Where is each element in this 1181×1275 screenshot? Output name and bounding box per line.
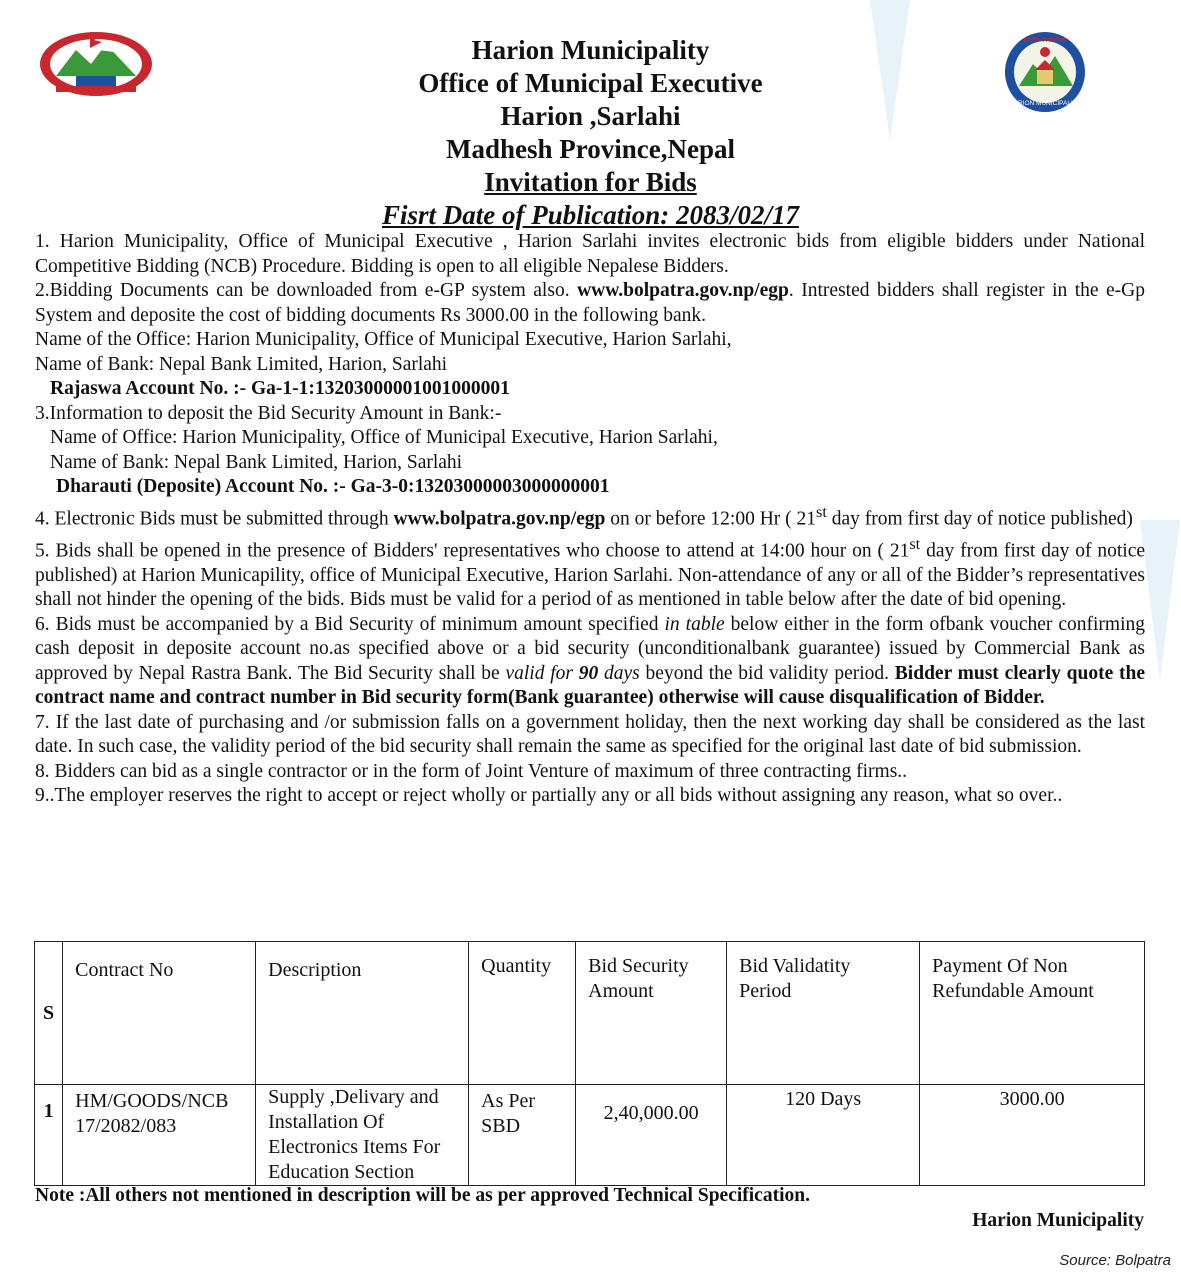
col-header-payment-label: Payment Of Non Refundable Amount: [932, 955, 1094, 1002]
col-header-quantity: [469, 942, 576, 1085]
col-header-description-label: Description: [268, 959, 362, 981]
cell-description: Supply ,Delivary and Installation Of Electronics Items For Education Section: [256, 1085, 469, 1186]
clause-6-end: beyond the bid validity period.: [645, 662, 890, 684]
clause-2-text: 2.Bidding Documents can be downloaded from e-GP system also.: [35, 280, 570, 301]
signature: Harion Municipality: [972, 1210, 1144, 1231]
col-header-bid-security-label: Bid Security Amount: [588, 955, 689, 1002]
clause-4-text: 4. Electronic Bids must be submitted through: [35, 508, 389, 529]
clause-3-office: Name of Office: Harion Municipality, Office of Municipal Executive, Harion Sarlahi,: [50, 427, 718, 448]
clause-7: 7. If the last date of purchasing and /or submission falls on a government holiday, then the next working day shall be considered as the last date. In such case, the validity period of the bid security shall remain the same as specified for the original last date of bid submission.: [35, 711, 1145, 757]
col-header-contract-no-label: Contract No: [75, 959, 174, 981]
clause-6-italic-3: days: [604, 662, 640, 684]
col-header-quantity-label: Quantity: [481, 955, 552, 977]
clause-4-rest: day from first day of notice published): [826, 508, 1133, 529]
header-line-4: Madhesh Province,Nepal: [446, 134, 735, 164]
notice-body: [35, 230, 1145, 809]
logo-text: HARION MUNICIPALITY: [1008, 100, 1082, 107]
quantity-line-1: As Per: [481, 1090, 536, 1112]
cell-quantity: [469, 1085, 576, 1186]
cell-contract-no: [63, 1085, 256, 1186]
clause-5-text: 5. Bids shall be opened in the presence of Bidders' representatives who choose to attend at 14:00 hour on ( 21: [35, 540, 910, 561]
egp-link-2[interactable]: www.bolpatra.gov.np/egp: [393, 508, 606, 529]
clause-4: [35, 500, 1145, 532]
footer-note: Note :All others not mentioned in description will be as per approved Technical Specification.: [35, 1185, 810, 1206]
clause-2-rest: . Intrested bidders shall register in the e-Gp System and deposite the cost of bidding documents Rs 3000.00 in the following bank.: [35, 280, 1146, 326]
clause-6-bold: Bidder must clearly quote the contract name and contract number in Bid security form(Bank guarantee) otherwise will cause disqualification of Bidder.: [35, 662, 1145, 708]
clause-5-sup: st: [909, 534, 921, 553]
clause-9: 9..The employer reserves the right to accept or reject wholly or partially any or all bids without assigning any reason, what so over..: [35, 785, 1063, 806]
clause-6-italic-1: in table: [664, 613, 725, 635]
cell-payment: 3000.00: [920, 1085, 1145, 1186]
contract-no-line-1: HM/GOODS/NCB: [75, 1090, 229, 1112]
office-name-line: Name of the Office: Harion Municipality, Office of Municipal Executive, Harion Sarlahi,: [35, 329, 732, 350]
source-credit: Source: Bolpatra: [1059, 1252, 1171, 1269]
col-header-validity-label: Bid Validatity Period: [739, 955, 851, 1002]
clause-8: 8. Bidders can bid as a single contractor or in the form of Joint Venture of maximum of three contracting firms..: [35, 760, 908, 782]
bids-table: [34, 941, 1145, 1186]
notice-title: Invitation for Bids: [484, 167, 697, 197]
clause-1: 1. Harion Municipality, Office of Municipal Executive , Harion Sarlahi invites electronic bids from eligible bidders under National Competitive Bidding (NCB) Procedure. Bidding is open to all eligible Nepalese Bidders.: [35, 231, 1145, 277]
clause-3-bank: Name of Bank: Nepal Bank Limited, Harion, Sarlahi: [50, 451, 463, 473]
clause-5: [35, 532, 1145, 613]
clause-2: [35, 279, 1145, 328]
logo-top-text: हरियोन नगरपालिका: [1023, 37, 1067, 44]
clause-6-text: 6. Bids must be accompanied by a Bid Security of minimum amount specified: [35, 613, 659, 635]
cell-validity: 120 Days: [727, 1085, 920, 1186]
cell-s: 1: [35, 1085, 63, 1186]
rajaswa-account: Rajaswa Account No. :- Ga-1-1:13203000001001000001: [50, 378, 510, 399]
quantity-line-2: SBD: [481, 1115, 521, 1137]
col-header-validity: [727, 942, 920, 1085]
dharauti-account: Dharauti (Deposite) Account No. :- Ga-3-0:13203000003000000001: [56, 476, 610, 497]
header-line-1: Harion Municipality: [471, 35, 710, 65]
notice-header: [0, 34, 1181, 232]
col-header-contract-no: [63, 942, 256, 1085]
table-row: [35, 1085, 1145, 1186]
col-header-payment: [920, 942, 1145, 1085]
clause-4-sup: st: [816, 502, 827, 521]
clause-6-italic-2: valid for: [505, 662, 573, 684]
publication-date: Fisrt Date of Publication: 2083/02/17: [381, 200, 799, 230]
header-line-3: Harion ,Sarlahi: [500, 101, 681, 131]
cell-bid-security: 2,40,000.00: [576, 1085, 727, 1186]
clause-6: [35, 613, 1145, 711]
clause-5-rest: day from first day of notice published) at Harion Municapility, office of Municipal Executive, Harion Sarlahi. Non-attendance of any or all of the Bidder’s representatives shall not hinder the opening of the bids. Bids must be valid for a period of as mentioned in table below after the date of bid opening.: [35, 540, 1145, 610]
watermark-graphic: [1140, 520, 1180, 680]
col-header-description: [256, 942, 469, 1085]
clause-6-days-number: 90: [578, 662, 599, 684]
col-header-bid-security: [576, 942, 727, 1085]
clause-6-mid: below either in the form ofbank voucher confirming cash deposit in deposite account no.as specified above or a bid security (unconditionalbank guarantee) issued by Commercial Bank as approved by Nepal Rastra Bank. The Bid Security shall be: [35, 613, 1145, 684]
egp-link[interactable]: www.bolpatra.gov.np/egp: [577, 280, 789, 301]
clause-3: 3.Information to deposit the Bid Security Amount in Bank:-: [35, 402, 502, 424]
table-header-row: [35, 942, 1145, 1085]
bank-name-line: Name of Bank: Nepal Bank Limited, Harion, Sarlahi: [35, 353, 448, 375]
contract-no-line-2: 17/2082/083: [75, 1115, 177, 1137]
header-line-2: Office of Municipal Executive: [418, 68, 763, 98]
clause-4-deadline: on or before 12:00 Hr ( 21: [610, 508, 817, 529]
col-header-s: S: [35, 942, 63, 1085]
